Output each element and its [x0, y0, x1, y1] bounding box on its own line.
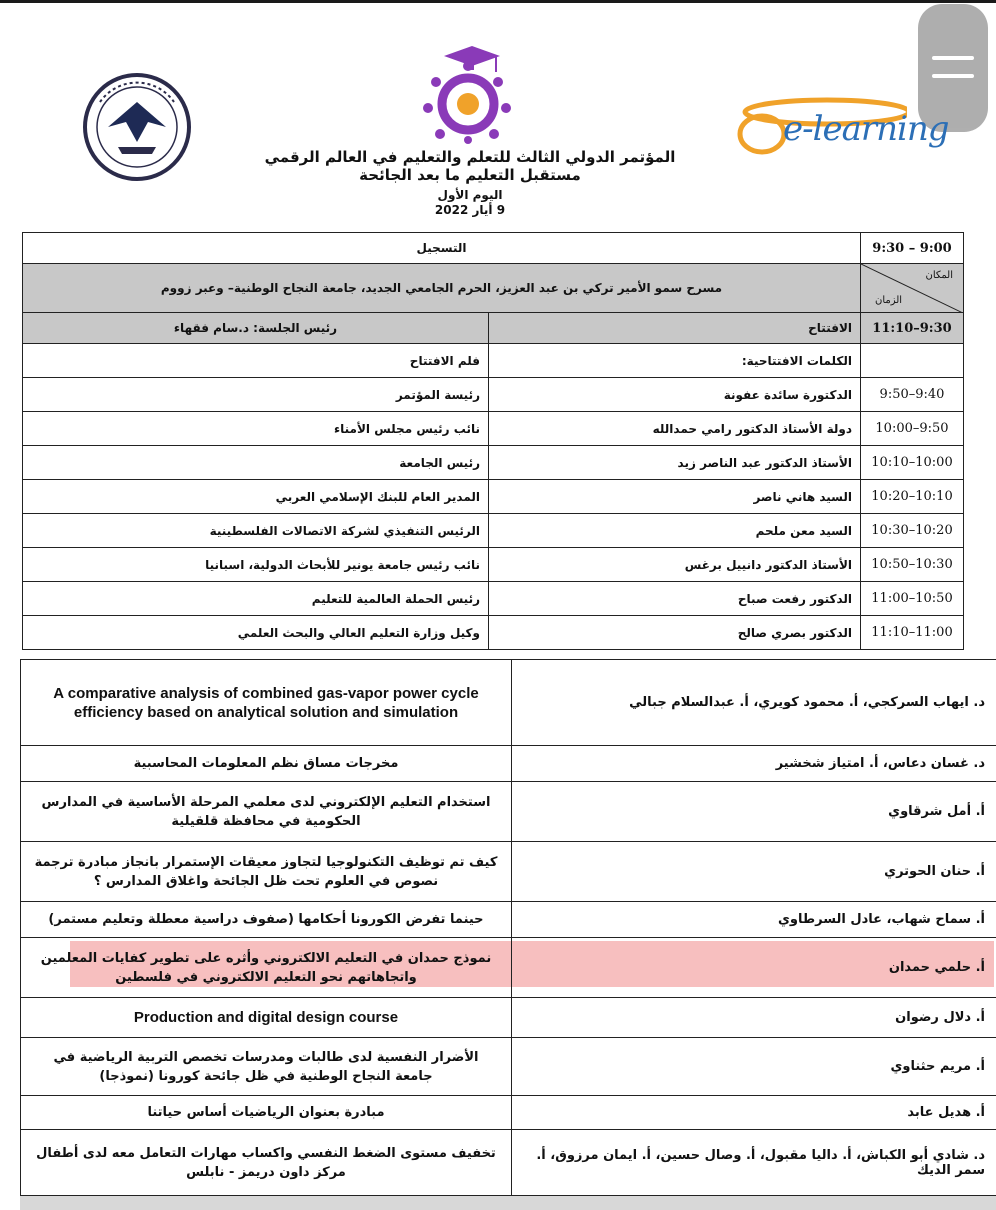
conference-logo	[414, 42, 522, 144]
table-row: د. غسان دعاس، أ. امتياز شخشير مخرجات مساق نظم المعلومات المحاسبية	[21, 746, 996, 782]
university-logo	[78, 72, 196, 182]
opening-time: 9:30–11:10	[861, 313, 964, 344]
venue-text: مسرح سمو الأمير تركي بن عبد العزيز، الحرم الجامعي الجديد، جامعة النجاح الوطنية– وعبر زووم	[23, 264, 861, 313]
conference-subtitle: مستقبل التعليم ما بعد الجائحة	[359, 166, 581, 184]
table-row: أ. سماح شهاب، عادل السرطاوي حينما تفرض الكورونا أحكامها (صفوف دراسية معطلة وتعليم مستمر)	[21, 902, 996, 938]
table-row: أ. هديل عابد مبادرة بعنوان الرياضيات أساس حياتنا	[21, 1096, 996, 1130]
day-label: اليوم الأول	[437, 188, 503, 202]
top-border	[0, 0, 996, 3]
registration-label: التسجيل	[23, 233, 861, 264]
opening-film: فلم الافتتاح	[23, 344, 489, 378]
table-row: 10:20–10:30 السيد معن ملحم الرئيس التنفيذي لشركة الاتصالات الفلسطينية	[23, 514, 964, 548]
place-label: المكان	[925, 270, 953, 281]
time-label: الزمان	[875, 295, 903, 306]
table-row: د. شادي أبو الكباش، أ. داليا مقبول، أ. وصال حسين، أ. ايمان مرزوق، أ. سمر الديك تخفيف مستوى الضغط النفسي واكساب مهارات التعامل معه لدى أطفال مركز داون دريمز - نابلس	[21, 1130, 996, 1196]
table-row	[23, 233, 964, 264]
elearning-logo-text: e-learning	[783, 109, 949, 149]
table-row: 10:00–10:10 الأستاذ الدكتور عبد الناصر زيد رئيس الجامعة	[23, 446, 964, 480]
table-row: 10:30–10:50 الأستاذ الدكتور دانييل برغس نائب رئيس جامعة يونير للأبحاث الدولية، اسبانيا	[23, 548, 964, 582]
table-row	[23, 344, 964, 378]
registration-time: 9:00 – 9:30	[861, 233, 964, 264]
table-row: 11:00–11:10 الدكتور بصري صالح وكيل وزارة التعليم العالي والبحث العلمي	[23, 616, 964, 650]
papers-table	[20, 659, 996, 1196]
table-row: أ. دلال رضوان Production and digital design course	[21, 998, 996, 1038]
table-row: أ. حنان الحوتري كيف تم توظيف التكنولوجيا لتجاوز معيقات الإستمرار بانجاز مبادرة ترجمة نصوص في العلوم تحت ظل الجائحة واغلاق المدارس ؟	[21, 842, 996, 902]
table-row	[23, 264, 964, 313]
table-row: أ. أمل شرقاوي استخدام التعليم الإلكتروني لدى معلمي المرحلة الأساسية في المدارس الحكومية في محافظة قلقيلية	[21, 782, 996, 842]
table-row: 9:50–10:00 دولة الأستاذ الدكتور رامي حمدالله نائب رئيس مجلس الأمناء	[23, 412, 964, 446]
session-chair: رئيس الجلسة: د.سام فقهاء	[23, 313, 489, 344]
schedule-table	[22, 232, 964, 650]
table-row: د. ايهاب السركجي، أ. محمود كويري، أ. عبدالسلام جبالي A comparative analysis of combined gas-vapor power cycle efficiency based on analytical solution and simulation	[21, 660, 996, 746]
table-row: أ. مريم حثناوي الأضرار النفسية لدى طالبات ومدرسات تخصص التربية الرياضية في جامعة النجاح الوطنية في ظل جائحة كورونا (نموذجا)	[21, 1038, 996, 1096]
table-row	[23, 313, 964, 344]
table-row: 9:40–9:50 الدكتورة سائدة عفونة رئيسة المؤتمر	[23, 378, 964, 412]
page-title	[260, 148, 680, 217]
opening-words-label: الكلمات الافتتاحية:	[489, 344, 861, 378]
table-row: 10:50–11:00 الدكتور رفعت صباح رئيس الحملة العالمية للتعليم	[23, 582, 964, 616]
opening-label: الافتتاح	[489, 313, 861, 344]
bottom-strip	[20, 1196, 996, 1210]
conference-title: المؤتمر الدولي الثالث للتعلم والتعليم في العالم الرقمي	[264, 148, 676, 166]
table-row: 10:10–10:20 السيد هاني ناصر المدير العام للبنك الإسلامي العربي	[23, 480, 964, 514]
date-label: 9 أيار 2022	[434, 203, 506, 217]
table-row: أ. حلمي حمدان نموذج حمدان في التعليم الالكتروني وأثره على تطوير كفايات المعلمين واتجاهاتهم نحو التعليم الالكتروني في فلسطين	[21, 938, 996, 998]
venue-header-cell	[861, 264, 964, 313]
